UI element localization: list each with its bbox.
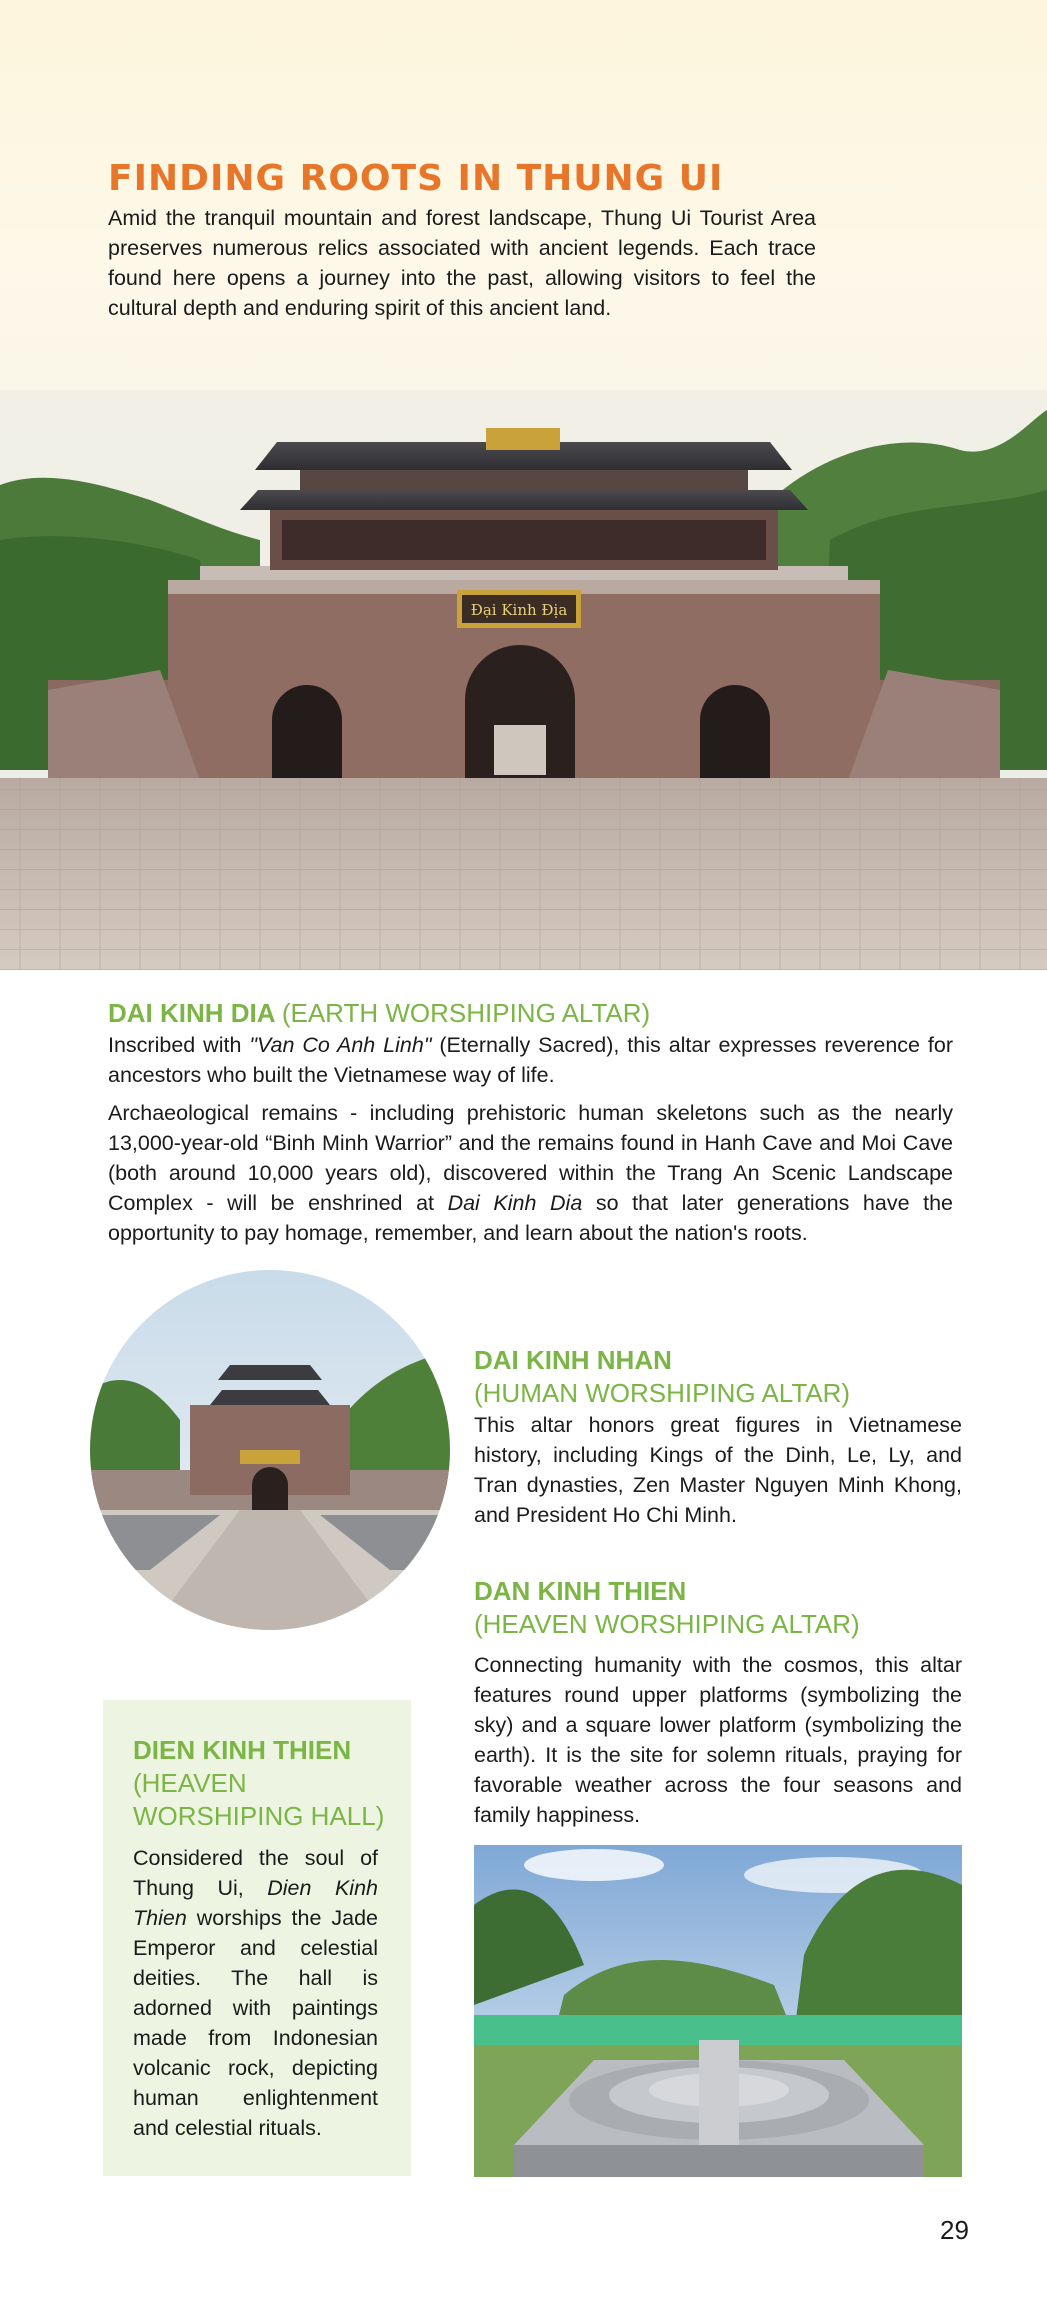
earth-p2-italic: Dai Kinh Dia [447,1191,583,1215]
human-altar-name: DAI KINH NHAN [474,1345,672,1375]
hall-text-b: worships the Jade Emperor and celestial deities. The hall is adorned with paintings made from Indonesian volcanic rock, depicting human enlightenment and celestial rituals. [133,1906,378,2140]
hero-temple-photo [0,390,1047,970]
page-number: 29 [940,2215,969,2245]
hall-text-italic: Dien Kinh Thien [133,1876,378,1930]
heaven-altar-photo [474,1845,962,2177]
earth-altar-name: DAI KINH DIA [108,998,275,1028]
intro-paragraph: Amid the tranquil mountain and forest landscape, Thung Ui Tourist Area preserves numerous relics associated with ancient legends. Each trace found here opens a journey into the past, allowing visitors to feel the cultural depth and enduring spirit of this ancient land. [108,206,816,320]
earth-altar-paragraph-1 [108,1030,953,1090]
heaven-hall-paragraph [133,1843,378,2143]
earth-p2-text-b: so that later generations have the opportunity to pay homage, remember, and learn about the nation's roots. [108,1191,953,1245]
earth-p1-text-b: (Eternally Sacred), this altar expresses reverence for ancestors who built the Vietnamese way of life. [108,1033,954,1087]
heaven-altar-subtitle: (HEAVEN WORSHIPING ALTAR) [474,1609,860,1639]
hero-sign-text: Đại Kinh Địa [470,601,568,619]
human-altar-paragraph: This altar honors great figures in Vietnamese history, including Kings of the Dinh, Le, Ly, and Tran dynasties, Zen Master Nguyen Minh Khong, and President Ho Chi Minh. [474,1413,962,1527]
heaven-altar-name: DAN KINH THIEN [474,1576,687,1606]
earth-altar-title [108,998,650,1029]
human-altar-subtitle: (HUMAN WORSHIPING ALTAR) [474,1378,851,1408]
heaven-hall-name: DIEN KINH THIEN [133,1735,352,1765]
heaven-altar-paragraph: Connecting humanity with the cosmos, this altar features round upper platforms (symbolizing the sky) and a square lower platform (symbolizing the earth). It is the site for solemn rituals, praying for favorable weather across the four seasons and family happiness. [474,1653,962,1827]
earth-altar-subtitle: (EARTH WORSHIPING ALTAR) [281,998,651,1028]
page-title: FINDING ROOTS IN THUNG UI [108,158,724,199]
heaven-hall-subtitle-1: (HEAVEN [133,1768,247,1798]
heaven-hall-subtitle-2: WORSHIPING HALL) [133,1801,385,1831]
circle-temple-photo [90,1270,450,1630]
heaven-altar-title [474,1575,860,1641]
human-altar-title [474,1344,850,1410]
earth-altar-paragraph-2 [108,1098,953,1248]
hall-text-a: Considered the soul of Thung Ui, [133,1846,378,1900]
earth-p2-text-a: Archaeological remains - including prehistoric human skeletons such as the nearly 13,000-year-old “Binh Minh Warrior” and the remains found in Hanh Cave and Moi Cave (both around 10,000 years old), discovered within the Trang An Scenic Landscape Complex - will be enshrined at [108,1101,953,1215]
earth-p1-italic: "Van Co Anh Linh" [249,1033,432,1057]
heaven-hall-title [133,1734,393,1833]
earth-p1-text-a: Inscribed with [108,1033,250,1057]
